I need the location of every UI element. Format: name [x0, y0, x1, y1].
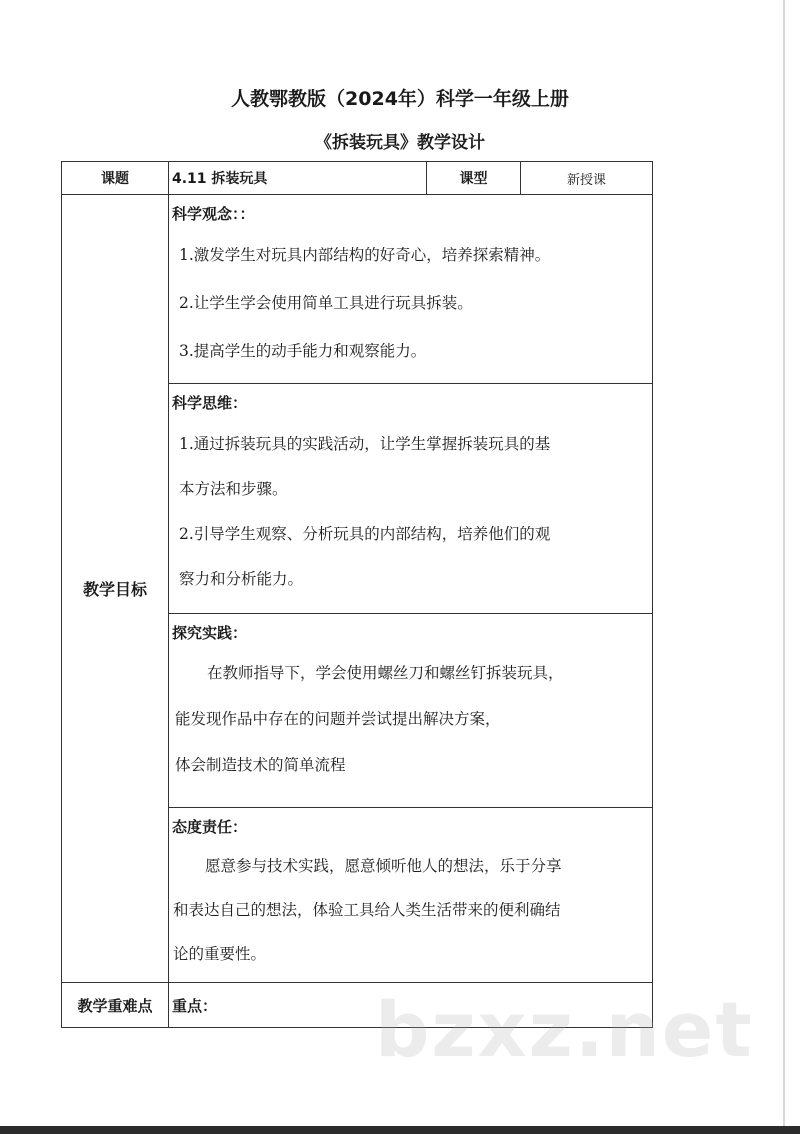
section-heading: 科学思维： — [172, 394, 248, 412]
section-line: 在教师指导下，学会使用螺丝刀和螺丝钉拆装玩具， — [207, 664, 564, 682]
section-science-thinking — [169, 384, 653, 614]
topic-value: 4.11 拆装玩具 — [169, 162, 427, 195]
lesson-plan-table — [61, 161, 653, 1028]
document-subtitle: 《拆装玩具》教学设计 — [315, 133, 485, 153]
page-edge-rule — [783, 0, 785, 1134]
section-attitude-responsibility — [169, 808, 653, 983]
objectives-label: 教学目标 — [62, 195, 169, 983]
section-line: 1.激发学生对玩具内部结构的好奇心，培养探索精神。 — [179, 246, 551, 264]
section-line: 3.提高学生的动手能力和观察能力。 — [179, 342, 427, 360]
site-watermark: bzxz.net — [375, 985, 754, 1074]
key-points-heading: 重点： — [169, 983, 653, 1028]
section-line: 2.引导学生观察、分析玩具的内部结构，培养他们的观 — [179, 525, 551, 543]
section-heading: 态度责任： — [172, 818, 248, 836]
key-points-label: 教学重难点 — [62, 983, 169, 1028]
bottom-edge-band — [0, 1126, 800, 1134]
lesson-type-value: 新授课 — [521, 162, 653, 195]
section-line: 愿意参与技术实践，愿意倾听他人的想法，乐于分享 — [205, 857, 562, 875]
section-line: 和表达自己的想法，体验工具给人类生活带来的便利确结 — [173, 901, 561, 919]
section-line: 察力和分析能力。 — [179, 570, 304, 588]
document-title: 人教鄂教版（2024年）科学一年级上册 — [231, 88, 569, 110]
section-line: 2.让学生学会使用简单工具进行玩具拆装。 — [179, 294, 473, 312]
section-line: 体会制造技术的简单流程 — [175, 756, 346, 774]
section-line: 能发现作品中存在的问题并尝试提出解决方案， — [175, 710, 501, 728]
objective-row-concept — [62, 195, 653, 384]
header-row — [62, 162, 653, 195]
section-inquiry-practice — [169, 614, 653, 808]
section-line: 1.通过拆装玩具的实践活动，让学生掌握拆装玩具的基 — [179, 435, 551, 453]
section-line: 论的重要性。 — [173, 945, 267, 963]
section-heading: 探究实践： — [172, 624, 248, 642]
section-science-concept — [169, 195, 653, 384]
section-heading: 科学观念：： — [172, 205, 255, 223]
section-line: 本方法和步骤。 — [179, 480, 288, 498]
topic-label: 课题 — [62, 162, 169, 195]
lesson-type-label: 课型 — [427, 162, 521, 195]
